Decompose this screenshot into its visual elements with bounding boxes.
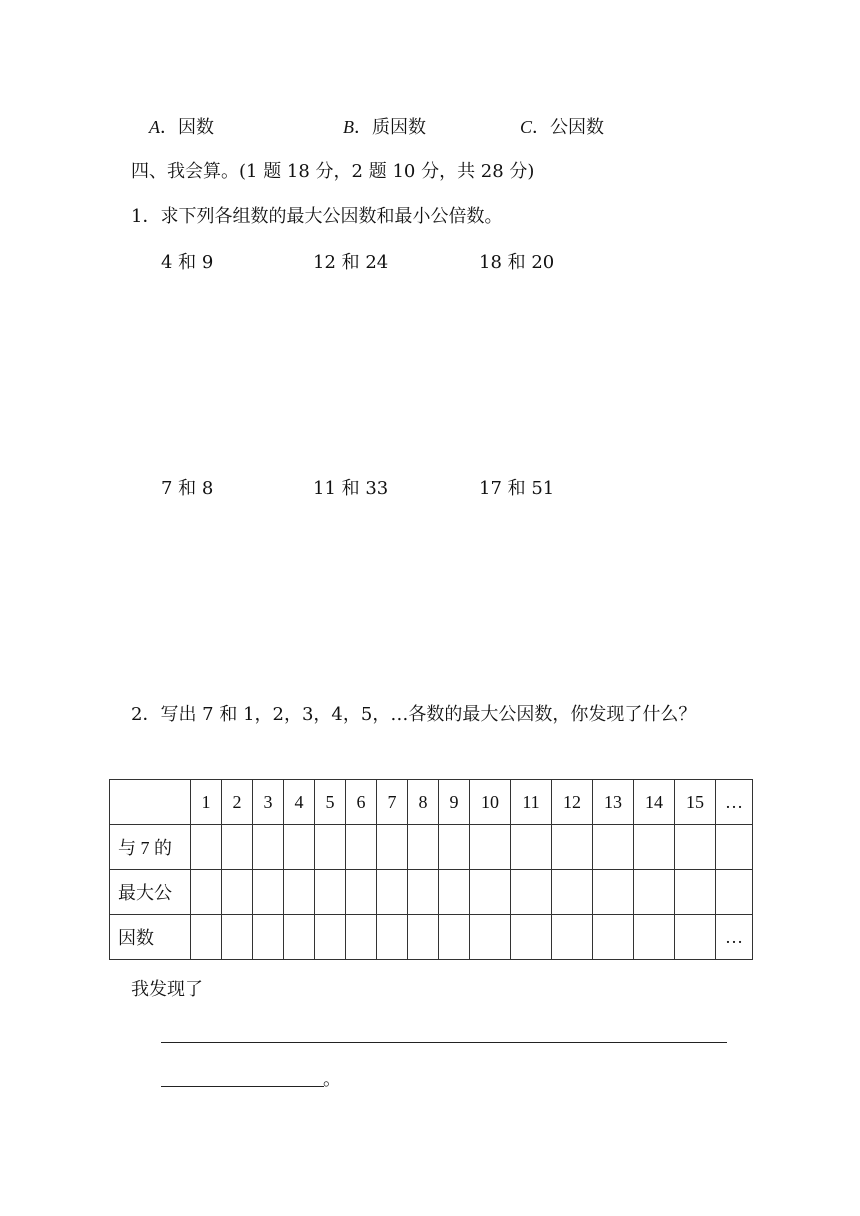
answer-cell[interactable] xyxy=(552,870,593,915)
choice-c xyxy=(520,115,604,140)
header-cell: 9 xyxy=(439,780,470,825)
answer-cell[interactable] xyxy=(191,825,222,870)
answer-cell[interactable] xyxy=(408,870,439,915)
answer-cell[interactable] xyxy=(716,870,753,915)
answer-cell[interactable] xyxy=(408,825,439,870)
answer-cell[interactable] xyxy=(408,915,439,960)
header-cell: 6 xyxy=(346,780,377,825)
table-row xyxy=(110,915,753,960)
header-cell: 10 xyxy=(470,780,511,825)
answer-cell[interactable] xyxy=(315,870,346,915)
answer-cell[interactable] xyxy=(634,915,675,960)
answer-cell[interactable] xyxy=(346,870,377,915)
ellipsis-cell: … xyxy=(716,915,753,960)
choice-b xyxy=(343,115,426,140)
answer-cell[interactable] xyxy=(511,915,552,960)
choice-b-text: ．质因数 xyxy=(354,117,426,138)
answer-cell[interactable] xyxy=(346,915,377,960)
answer-cell[interactable] xyxy=(191,870,222,915)
answer-cell[interactable] xyxy=(222,870,253,915)
table-corner-cell xyxy=(110,780,191,825)
answer-cell[interactable] xyxy=(377,915,408,960)
pair-12-24: 12 和 24 xyxy=(313,252,389,273)
table-header-row xyxy=(110,780,753,825)
answer-cell[interactable] xyxy=(439,915,470,960)
answer-cell[interactable] xyxy=(284,915,315,960)
answer-cell[interactable] xyxy=(470,825,511,870)
answer-cell[interactable] xyxy=(222,915,253,960)
table-row xyxy=(110,870,753,915)
answer-cell[interactable] xyxy=(552,915,593,960)
answer-cell[interactable] xyxy=(377,870,408,915)
answer-cell[interactable] xyxy=(552,825,593,870)
answer-cell[interactable] xyxy=(315,915,346,960)
answer-cell[interactable] xyxy=(253,870,284,915)
answer-cell[interactable] xyxy=(511,825,552,870)
choice-c-letter: C xyxy=(520,117,533,137)
header-cell: 2 xyxy=(222,780,253,825)
answer-line-short[interactable] xyxy=(161,1086,324,1087)
header-cell: … xyxy=(716,780,753,825)
answer-cell[interactable] xyxy=(675,825,716,870)
header-cell: 1 xyxy=(191,780,222,825)
end-period: 。 xyxy=(323,1069,341,1090)
answer-cell[interactable] xyxy=(439,870,470,915)
header-cell: 8 xyxy=(408,780,439,825)
pair-11-33: 11 和 33 xyxy=(313,478,389,499)
choice-a-letter: A xyxy=(149,117,160,137)
answer-cell[interactable] xyxy=(346,825,377,870)
choice-b-letter: B xyxy=(343,117,354,137)
header-cell: 12 xyxy=(552,780,593,825)
row-label: 因数 xyxy=(110,915,191,960)
header-cell: 3 xyxy=(253,780,284,825)
header-cell: 4 xyxy=(284,780,315,825)
answer-cell[interactable] xyxy=(593,915,634,960)
choice-c-text: ．公因数 xyxy=(532,117,605,138)
header-cell: 5 xyxy=(315,780,346,825)
answer-cell[interactable] xyxy=(315,825,346,870)
pair-18-20: 18 和 20 xyxy=(479,252,555,273)
answer-line-long[interactable] xyxy=(161,1042,727,1043)
answer-cell[interactable] xyxy=(253,825,284,870)
answer-cell[interactable] xyxy=(470,870,511,915)
row-label: 与 7 的 xyxy=(110,825,191,870)
gcd-table xyxy=(109,779,753,960)
header-cell: 14 xyxy=(634,780,675,825)
answer-cell[interactable] xyxy=(634,870,675,915)
answer-cell[interactable] xyxy=(253,915,284,960)
row-label: 最大公 xyxy=(110,870,191,915)
pair-17-51: 17 和 51 xyxy=(479,478,555,499)
section-heading: 四、我会算。(1 题 18 分，2 题 10 分，共 28 分) xyxy=(131,161,535,182)
answer-cell[interactable] xyxy=(191,915,222,960)
header-cell: 7 xyxy=(377,780,408,825)
answer-cell[interactable] xyxy=(222,825,253,870)
answer-cell[interactable] xyxy=(470,915,511,960)
answer-cell[interactable] xyxy=(439,825,470,870)
question-1-prompt: 1．求下列各组数的最大公因数和最小公倍数。 xyxy=(131,206,503,227)
header-cell: 15 xyxy=(675,780,716,825)
finding-label: 我发现了 xyxy=(131,979,203,1000)
answer-cell[interactable] xyxy=(284,870,315,915)
table-row xyxy=(110,825,753,870)
answer-cell[interactable] xyxy=(716,825,753,870)
answer-cell[interactable] xyxy=(675,870,716,915)
header-cell: 11 xyxy=(511,780,552,825)
answer-cell[interactable] xyxy=(593,870,634,915)
header-cell: 13 xyxy=(593,780,634,825)
answer-cell[interactable] xyxy=(284,825,315,870)
answer-cell[interactable] xyxy=(675,915,716,960)
choice-a-text: ．因数 xyxy=(160,117,214,138)
pair-4-9: 4 和 9 xyxy=(161,252,214,273)
choice-a xyxy=(149,115,214,140)
answer-cell[interactable] xyxy=(511,870,552,915)
answer-cell[interactable] xyxy=(377,825,408,870)
answer-cell[interactable] xyxy=(593,825,634,870)
question-2-prompt: 2．写出 7 和 1，2，3，4，5，…各数的最大公因数，你发现了什么？ xyxy=(131,704,697,725)
answer-cell[interactable] xyxy=(634,825,675,870)
pair-7-8: 7 和 8 xyxy=(161,478,214,499)
